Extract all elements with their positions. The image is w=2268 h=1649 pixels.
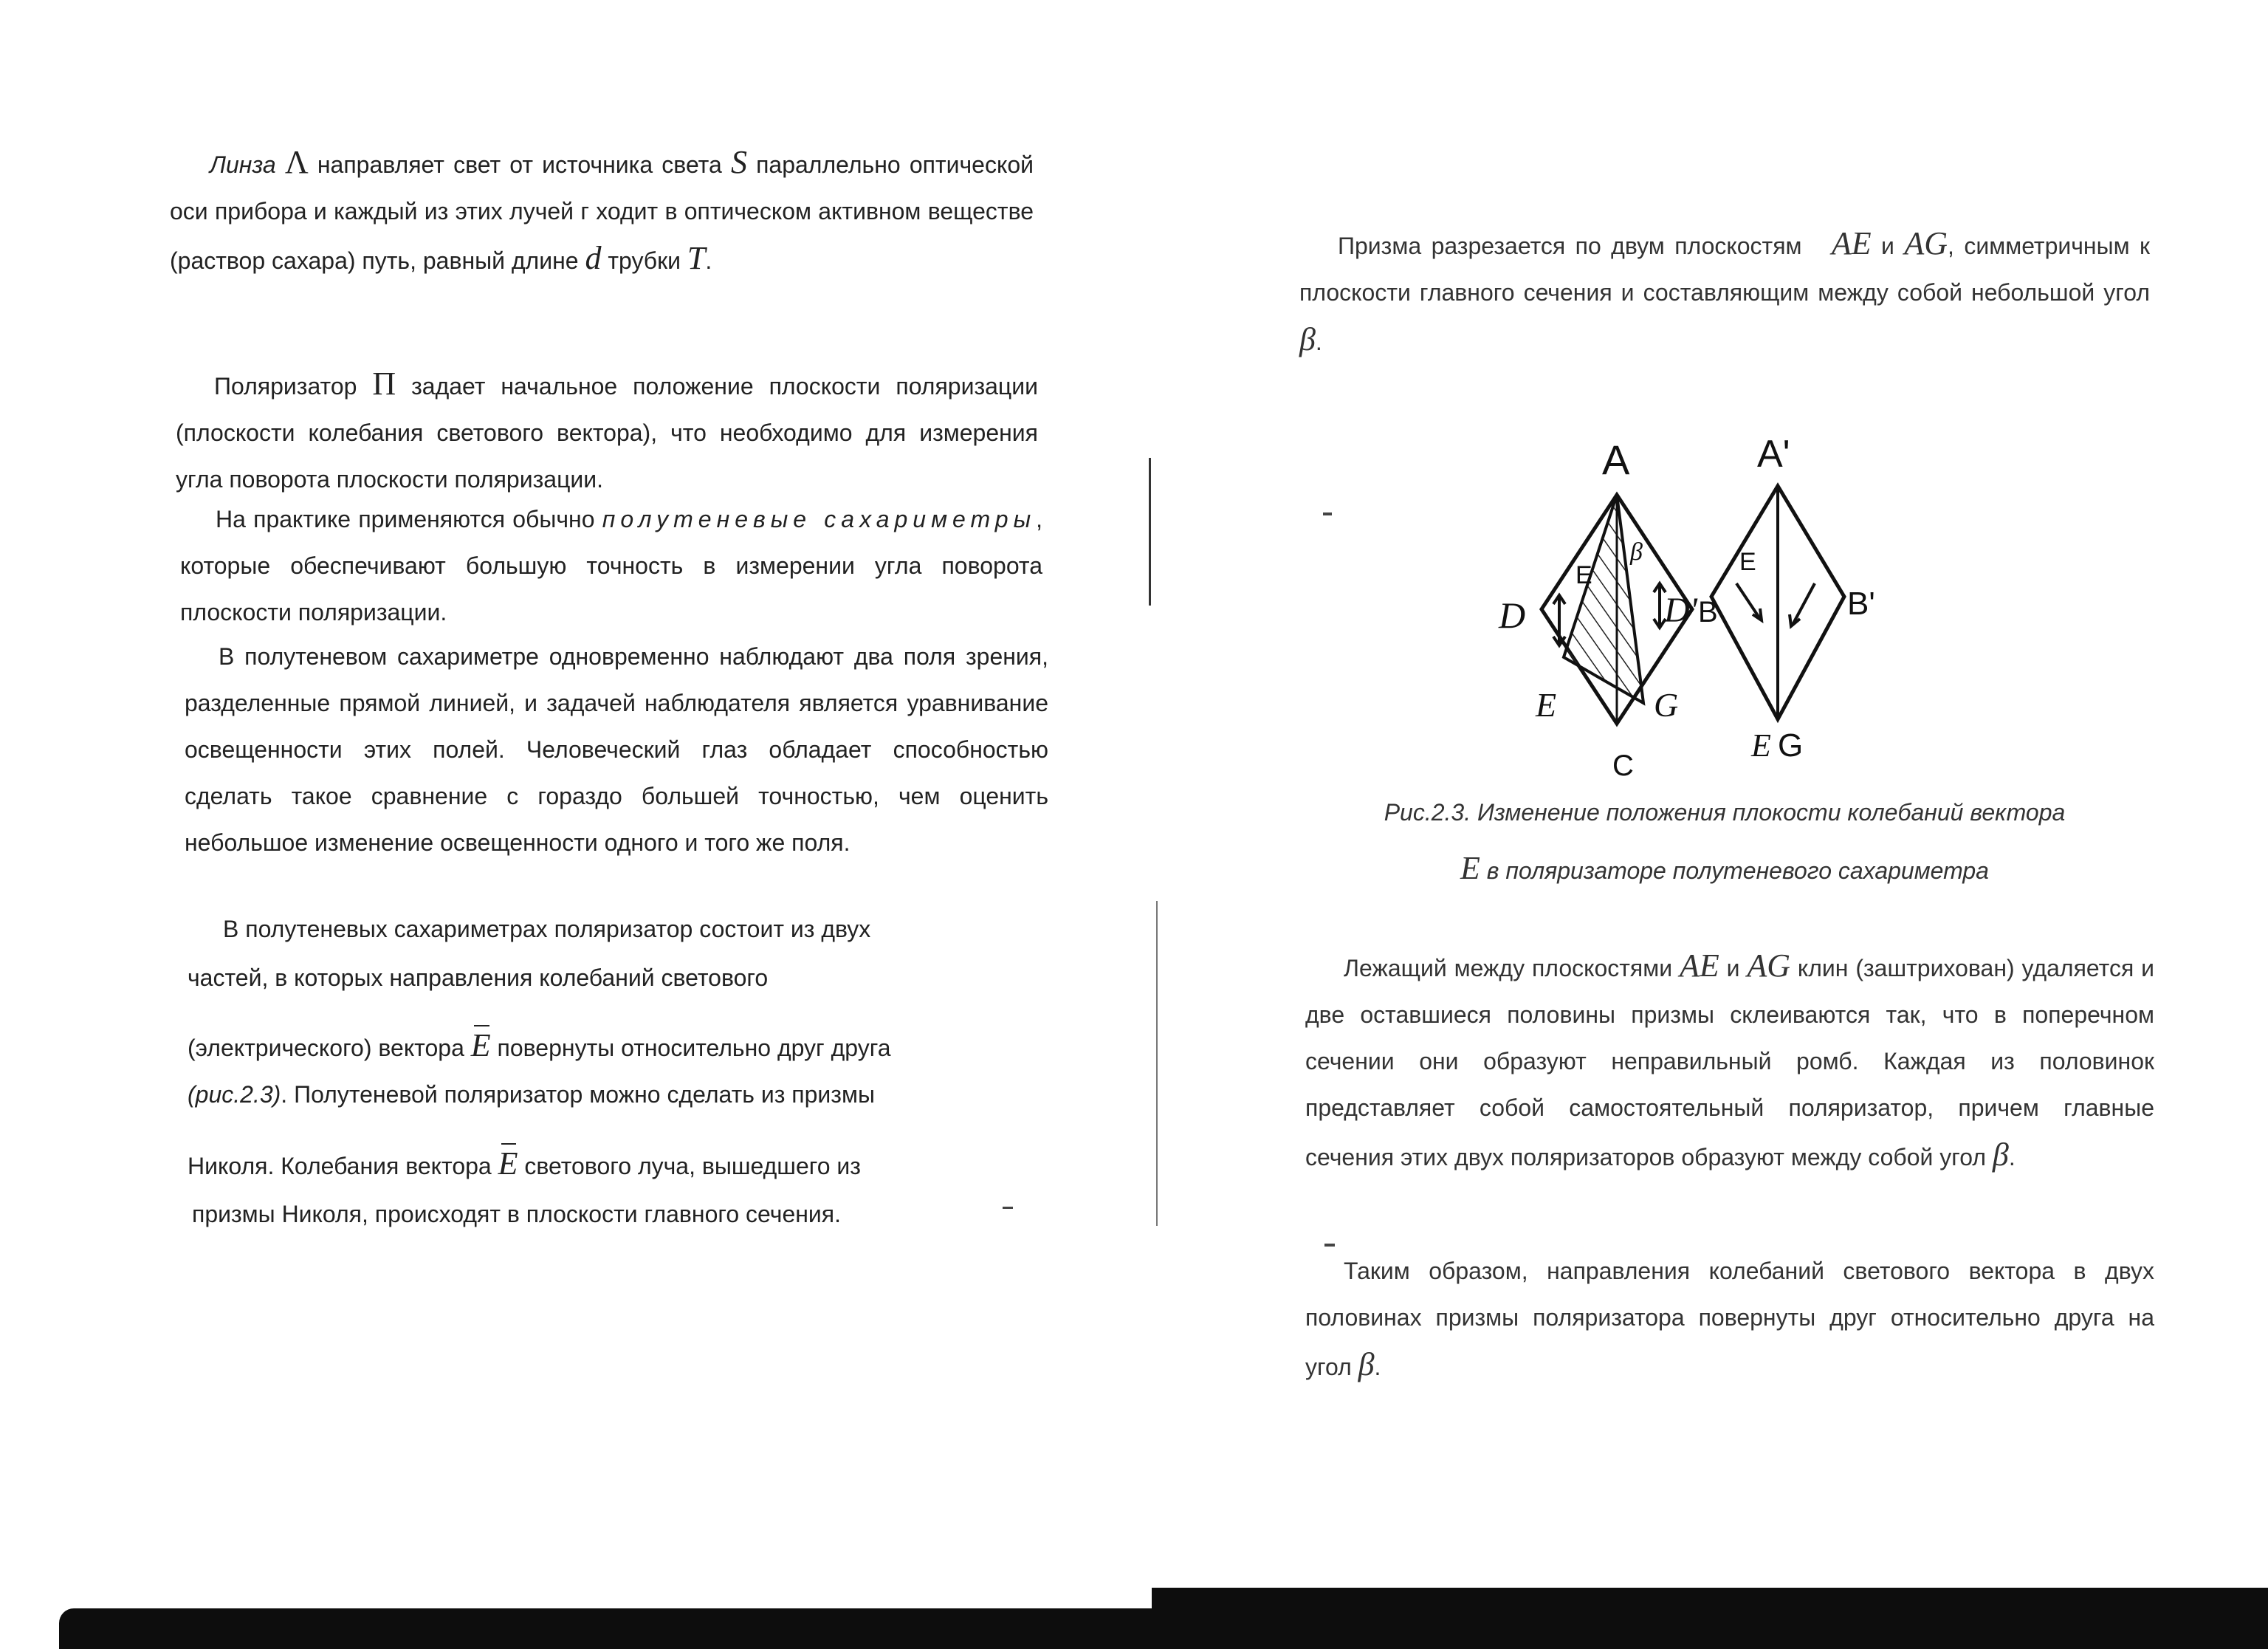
svg-text:D': D' [1664,591,1697,630]
gutter-line [1149,458,1151,606]
svg-text:G: G [1654,686,1679,724]
svg-text:E: E [1751,727,1771,764]
paragraph-polarizer: Поляризатор Π задает начальное положение плоскости поляризации (плоскости колебания светового вектора), что необходимо для измерения угла поворота плоскости поляризации. [176,366,1039,493]
figure-caption: Рис.2.3. Изменение положения плокости колебаний вектора E в поляризаторе полутеневого сахариметра [1384,799,2066,886]
scan-edge-left [59,1608,1152,1649]
svg-text:B': B' [1847,586,1875,622]
svg-text:B: B [1698,596,1718,628]
svg-text:C: C [1612,750,1634,782]
hatched-wedge [1564,495,1643,703]
paragraph-half-shade: В полутеневом сахариметре одновременно наблюдают два поля зрения, разделенные прямой линией, и задачей наблюдателя является уравнивание освещенности этих полей. Человеческий глаз обладает способностью сделать такое сравнение с гораздо большей точностью, чем оценить небольшое изменение освещенности одного и того же поля. [185,643,1048,856]
svg-text:E: E [1536,686,1557,724]
svg-text:A': A' [1757,433,1790,476]
paragraph-conclusion: Таким образом, направления колебаний светового вектора в двух половинах призмы поляризатора повернуты друг относительно друга на угол β. [1305,1258,2154,1382]
svg-text:G: G [1778,727,1804,764]
vibration-arrow [1736,583,1760,619]
right-page [1152,0,2268,1649]
gutter-line [1156,901,1158,1226]
vibration-arrow [1793,583,1815,625]
svg-text:β: β [1630,538,1643,566]
svg-text:E: E [1739,548,1756,576]
paragraph-prism-cut: Призма разрезается по двум плоскостям AE и AG, симметричным к плоскости главного сечения и составляющим между собой небольшой угол β. [1299,225,2151,357]
paragraph-wedge: Лежащий между плоскостями AE и AG клин (заштрихован) удаляется и две оставшиеся половины призмы склеиваются так, что в поперечном сечении они образуют неправильный ромб. Каждая из половинок представляет собой самостоятельный поляризатор, причем главные сечения этих двух поляризаторов образуют между собой угол β. [1305,947,2155,1173]
dash-mark [1003,1207,1013,1209]
svg-text:E: E [1575,561,1592,589]
svg-text:D: D [1499,594,1526,636]
svg-text:A: A [1602,436,1630,483]
dash-mark [1323,512,1332,515]
left-page: Линза Λ направляет свет от источника света S параллельно оптической оси прибора и каждый из этих лучей г ходит в оптическом активном веществе (раствор сахара) путь, равный длине d трубки T. Поляризатор Π задает начальное положение плоскости поляризации (плоскости колебания светового вектора), что необходимо для измерения угла поворота плоскости поляризации. На практике применяются обычно полутеневые сахариметры, которые обеспечивают большую точность в измерении угла поворота плоскости поляризации. В полутеневом сахариметре одновременно наблюдают два поля зрения, разделенные прямой линией, и задачей наблюдателя является уравнивание освещенности этих полей. Человеческий глаз обладает способностью сделать такое сравнение с гораздо большей точностью, чем оценить небольшое изменение освещенности одного и того же поля. В полутеневых сахариметрах поляризатор состоит из двух частей, в которых направления колебаний светового (электрического) вектора E повернуты относительно друг друга (рис.2.3). Полутеневой поляризатор можно сделать из призмы Николя. Колебания вектора E светового луча, вышедшего из призмы Николя, происходят в плоскости главного сечения. [0,0,1152,1649]
paragraph-lens: Линза Λ направляет свет от источника света S параллельно оптической оси прибора и каждый из этих лучей г ходит в оптическом активном веществе (раствор сахара) путь, равный длине d трубки T. [170,144,1034,276]
paragraph-practice: На практике применяются обычно полутеневые сахариметры, которые обеспечивают большую точность в измерении угла поворота плоскости поляризации. [180,506,1043,625]
scan-edge-right [1152,1588,2268,1649]
prism-diagram [1477,428,1875,790]
dash-mark [1324,1244,1335,1247]
